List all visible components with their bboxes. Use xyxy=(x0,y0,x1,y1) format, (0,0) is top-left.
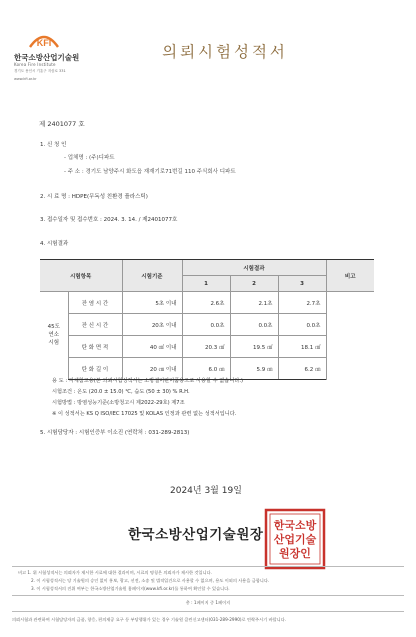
page-count: 총 : 1페이지 중 1페이지 xyxy=(185,600,231,605)
row-criteria: 20 ㎝ 이내 xyxy=(122,358,182,380)
row-criteria: 40 ㎠ 이내 xyxy=(122,336,182,358)
footer-remark-3: 3. 이 시험성적서의 진위 여부는 한국소방산업기술원 홈페이지(www.kfi.or.kr)를 통하여 확인할 수 있습니다. xyxy=(31,586,230,591)
receipt-info: 3. 접수일자 및 접수번호 : 2024. 3. 14. / 제2401077호 xyxy=(40,217,178,223)
header-criteria: 시험기준 xyxy=(122,260,182,292)
seal-line-2: 산업기술 xyxy=(273,533,317,546)
row-value-1: 6.0 ㎝ xyxy=(182,358,230,380)
applicant-address: - 주 소 : 경기도 남양주시 화도읍 재재기로71번길 110 주식회사 디파트 xyxy=(64,169,236,175)
row-item: 탄 화 면 적 xyxy=(68,336,122,358)
footer-bottom-note: 의뢰시험과 관련하여 시험담당자의 금품, 향응, 편의제공 요구 등 부당행위가 있는 경우 기술원 클린신고센터(031-289-2990)로 연락주시기 바랍니다. xyxy=(12,617,287,622)
report-number: 제 2401077 호 xyxy=(39,120,85,128)
note-accreditation: ※ 이 성적서는 KS Q ISO/IEC 17025 및 KOLAS 인정과 관련 없는 성적서입니다. xyxy=(52,411,237,417)
section-applicant-title: 1. 신 청 인 xyxy=(40,142,67,148)
test-group-label: 45도 연소 시험 xyxy=(47,324,60,346)
row-value-2: 5.9 ㎝ xyxy=(230,358,278,380)
footer-divider-top xyxy=(12,566,404,567)
results-table xyxy=(40,259,374,380)
row-item: 잔 염 시 간 xyxy=(68,292,122,314)
official-seal-icon xyxy=(264,508,326,570)
row-value-1: 0.0초 xyxy=(182,314,230,336)
table-row xyxy=(40,336,374,358)
row-value-1: 2.6초 xyxy=(182,292,230,314)
row-item: 잔 신 시 간 xyxy=(68,314,122,336)
section-results-title: 4. 시험결과 xyxy=(40,241,69,247)
header-trial-3: 3 xyxy=(278,276,326,292)
header-trial-1: 1 xyxy=(182,276,230,292)
row-item: 탄 화 길 이 xyxy=(68,358,122,380)
table-row xyxy=(40,292,374,314)
note-method: 시험방법 : 방염성능기준(소방청고시 제2022-29호) 제7조 xyxy=(52,400,185,406)
table-row xyxy=(40,314,374,336)
header-remark: 비고 xyxy=(326,260,374,292)
row-value-1: 20.3 ㎠ xyxy=(182,336,230,358)
seal-line-3: 원장인 xyxy=(279,547,311,560)
row-value-3: 2.7초 xyxy=(278,292,326,314)
header-trial-2: 2 xyxy=(230,276,278,292)
row-value-2: 19.5 ㎠ xyxy=(230,336,278,358)
seal-line-1: 한국소방 xyxy=(273,519,317,532)
row-value-3: 18.1 ㎠ xyxy=(278,336,326,358)
footer-remark-2: 2. 이 시험성적서는 당 기술원의 승인 없이 홍보, 광고, 선전, 소송 및 법적입건으로 사용할 수 없으며, 용도 이외의 사용을 금합니다. xyxy=(31,578,270,583)
org-website: www.kfi.or.kr xyxy=(14,77,37,81)
org-name-en: Korea Fire Institute xyxy=(14,62,56,67)
header-result: 시험결과 xyxy=(182,260,326,276)
row-criteria: 20초 이내 xyxy=(122,314,182,336)
footer-divider-bottom xyxy=(12,611,404,612)
signer-name: 한국소방산업기술원장 xyxy=(128,527,264,543)
logo-text: KFI xyxy=(36,38,52,48)
test-manager: 5. 시험담당자 : 시험인증부 이소진 (연락처 : 031-289-2813) xyxy=(40,430,190,436)
row-value-3: 6.2 ㎝ xyxy=(278,358,326,380)
row-value-3: 0.0초 xyxy=(278,314,326,336)
document-title: 의뢰시험성적서 xyxy=(162,43,288,61)
row-value-2: 0.0초 xyxy=(230,314,278,336)
header-item: 시험항목 xyxy=(40,260,122,292)
row-value-2: 2.1초 xyxy=(230,292,278,314)
row-remark xyxy=(326,292,374,380)
row-criteria: 5초 이내 xyxy=(122,292,182,314)
footer-divider-mid xyxy=(12,595,404,596)
org-name: 한국소방산업기술원 xyxy=(14,53,80,62)
footer-remark-1: 비고 1. 위 시험성적서는 의뢰자가 제시한 시료에 대한 결과이며, 시료의 명칭은 의뢰자가 제시한 것입니다. xyxy=(18,570,212,575)
org-address: 경기도 용인시 기흥구 지삼로 331 xyxy=(14,69,66,73)
applicant-company: - 업체명 : (주)디파트 xyxy=(64,155,115,161)
sample-name: 2. 시 료 명 : HDPE(무독성 친환경 플라스틱) xyxy=(40,194,148,200)
note-conditions: 시험조건 : 온도 (20.0 ± 15.0) ℃, 습도 (50 ± 30) % R.H. xyxy=(52,389,190,395)
issue-date: 2024년 3월 19일 xyxy=(170,486,242,496)
note-purpose: 용 도 : 자체참고용(본 의뢰시험성적서는 소방설비판비품용으로 사용할 수 없습니다.) xyxy=(52,378,244,384)
